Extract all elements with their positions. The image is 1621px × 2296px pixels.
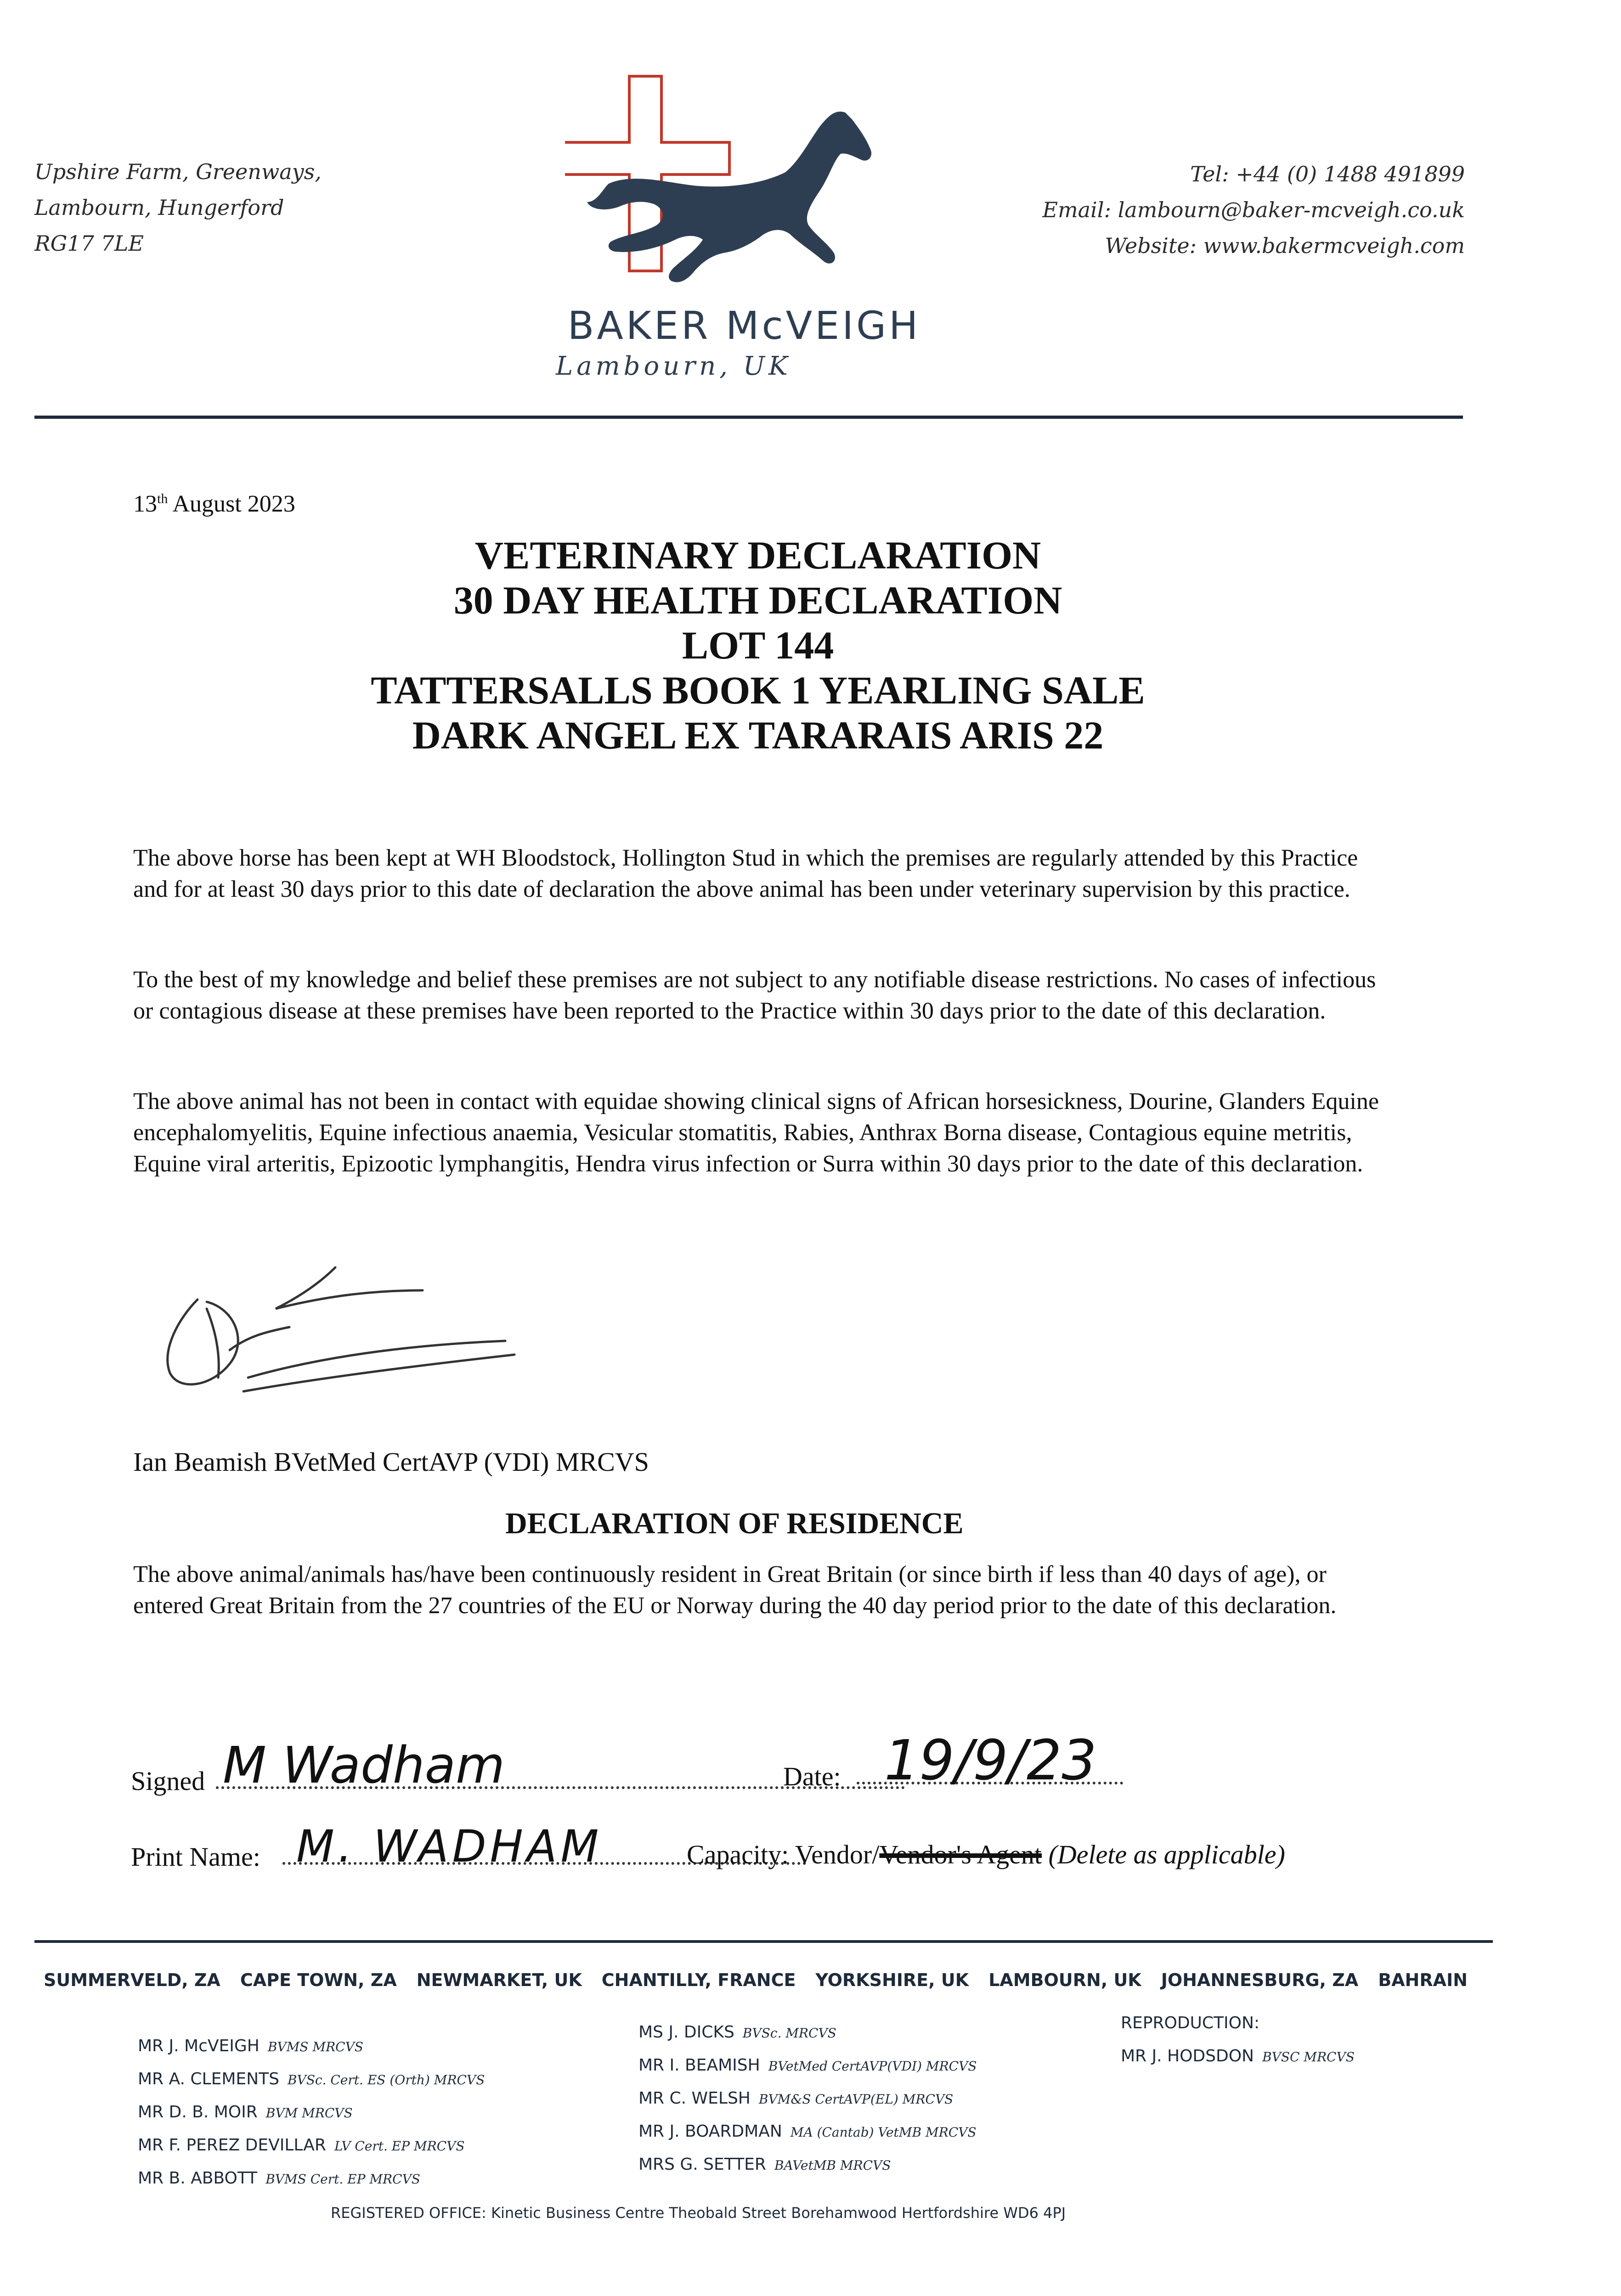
company-contact <box>1042 156 1465 264</box>
capacity-struck-option[interactable]: Vendor's Agent <box>879 1840 1042 1869</box>
title-line-5: DARK ANGEL EX TARARAIS ARIS 22 <box>412 713 1104 757</box>
title-line-3: LOT 144 <box>682 623 834 667</box>
signed-value[interactable]: M Wadham <box>223 1736 505 1795</box>
print-name-row <box>131 1818 1509 1887</box>
vet-signer-name: Ian Beamish BVetMed CertAVP (VDI) MRCVS <box>133 1447 649 1477</box>
residence-paragraph: The above animal/animals has/have been continuously resident in Great Britain (or since birth if less than 40 days of age), or entered Great Britain from the 27 countries of the EU or Norway during the 40 day period prior to the date of this declaration. <box>133 1561 1337 1619</box>
vet-signature <box>138 1240 533 1424</box>
date-day: 13 <box>133 491 157 517</box>
signed-label: Signed <box>131 1766 205 1796</box>
staff-column-3 <box>1121 2007 1355 2073</box>
location-johannesburg: JOHANNESBURG, ZA <box>1161 1970 1359 1990</box>
office-locations <box>44 1970 1468 1990</box>
staff-entry: MRS G. SETTER BAVetMB MRCVS <box>638 2155 891 2174</box>
address-line-1: Upshire Farm, Greenways, <box>34 159 322 184</box>
staff-column-1 <box>138 2030 485 2195</box>
signed-row <box>131 1729 1509 1805</box>
location-newmarket: NEWMARKET, UK <box>416 1970 582 1990</box>
date-month-year: August 2023 <box>172 491 295 517</box>
staff-column-2 <box>638 2016 977 2181</box>
staff-entry: MR D. B. MOIR BVM MRCVS <box>138 2103 353 2122</box>
location-summerveld: SUMMERVELD, ZA <box>44 1970 220 1990</box>
company-address <box>34 154 322 261</box>
staff-entry: MR B. ABBOTT BVMS Cert. EP MRCVS <box>138 2169 420 2188</box>
date-label: Date: <box>783 1761 841 1791</box>
print-name-label: Print Name: <box>131 1842 260 1872</box>
premises-paragraph: The above horse has been kept at WH Bloodstock, Hollington Stud in which the premises are regularly attended by this Practice and for at least 30 days prior to this date of declaration the above animal has been under veterinary supervision by this practice. <box>133 845 1358 902</box>
address-line-2: Lambourn, Hungerford <box>34 195 284 220</box>
staff-entry: MR A. CLEMENTS BVSc. Cert. ES (Orth) MRCVS <box>138 2070 485 2088</box>
brand-name: BAKER McVEIGH <box>567 303 921 348</box>
reproduction-label: REPRODUCTION: <box>1121 2014 1260 2032</box>
staff-entry: MS J. DICKS BVSc. MRCVS <box>638 2023 836 2042</box>
address-line-3: RG17 7LE <box>34 231 144 256</box>
staff-entry: MR F. PEREZ DEVILLAR LV Cert. EP MRCVS <box>138 2136 465 2155</box>
date-suffix: th <box>157 491 168 506</box>
header-divider <box>34 416 1463 419</box>
contact-website: Website: www.bakermcveigh.com <box>1105 233 1465 258</box>
location-chantilly: CHANTILLY, FRANCE <box>601 1970 796 1990</box>
capacity-label: Capacity: Vendor/ <box>687 1840 880 1869</box>
title-line-1: VETERINARY DECLARATION <box>474 533 1041 577</box>
print-name-value[interactable]: M. WADHAM <box>296 1821 603 1872</box>
declaration-title <box>230 533 1286 758</box>
contact-phone: Tel: +44 (0) 1488 491899 <box>1190 162 1465 186</box>
staff-entry: MR I. BEAMISH BVetMed CertAVP(VDI) MRCVS <box>638 2056 977 2075</box>
staff-entry: MR J. McVEIGH BVMS MRCVS <box>138 2037 363 2055</box>
registered-office: REGISTERED OFFICE: Kinetic Business Centre Theobald Street Borehamwood Hertfordshire WD6 4PJ <box>331 2204 1066 2222</box>
document-date <box>133 490 295 518</box>
staff-entry: MR C. WELSH BVM&S CertAVP(EL) MRCVS <box>638 2089 954 2108</box>
disease-restrictions-paragraph: To the best of my knowledge and belief these premises are not subject to any notifiable disease restrictions. No cases of infectious or contagious disease at these premises have been reported to the Practice within 30 days prior to the date of this declaration. <box>133 967 1376 1024</box>
location-bahrain: BAHRAIN <box>1378 1970 1468 1990</box>
capacity-note: (Delete as applicable) <box>1048 1840 1285 1869</box>
contact-paragraph: The above animal has not been in contact with equidae showing clinical signs of African horsesickness, Dourine, Glanders Equine encephalomyelitis, Equine infectious anaemia, Vesicular stomatitis, Rabies, Anthrax Borna disease, Contagious equine metritis, Equine viral arteritis, Epizootic lymphangitis, Hendra virus infection or Surra within 30 days prior to the date of this declaration. <box>133 1088 1379 1177</box>
staff-entry: MR J. BOARDMAN MA (Cantab) VetMB MRCVS <box>638 2122 977 2141</box>
residence-title: DECLARATION OF RESIDENCE <box>505 1507 964 1540</box>
title-line-2: 30 DAY HEALTH DECLARATION <box>453 578 1062 622</box>
title-line-4: TATTERSALLS BOOK 1 YEARLING SALE <box>371 668 1145 712</box>
capacity-field <box>687 1839 1285 1870</box>
contact-email: Email: lambourn@baker-mcveigh.co.uk <box>1042 197 1465 222</box>
staff-entry: MR J. HODSDON BVSC MRCVS <box>1121 2047 1355 2065</box>
location-lambourn: LAMBOURN, UK <box>988 1970 1141 1990</box>
brand-location: Lambourn, UK <box>556 351 791 381</box>
footer-divider <box>34 1940 1493 1943</box>
location-yorkshire: YORKSHIRE, UK <box>815 1970 969 1990</box>
location-cape-town: CAPE TOWN, ZA <box>240 1970 397 1990</box>
baker-mcveigh-logo <box>565 69 923 400</box>
date-value[interactable]: 19/9/23 <box>884 1729 1097 1793</box>
